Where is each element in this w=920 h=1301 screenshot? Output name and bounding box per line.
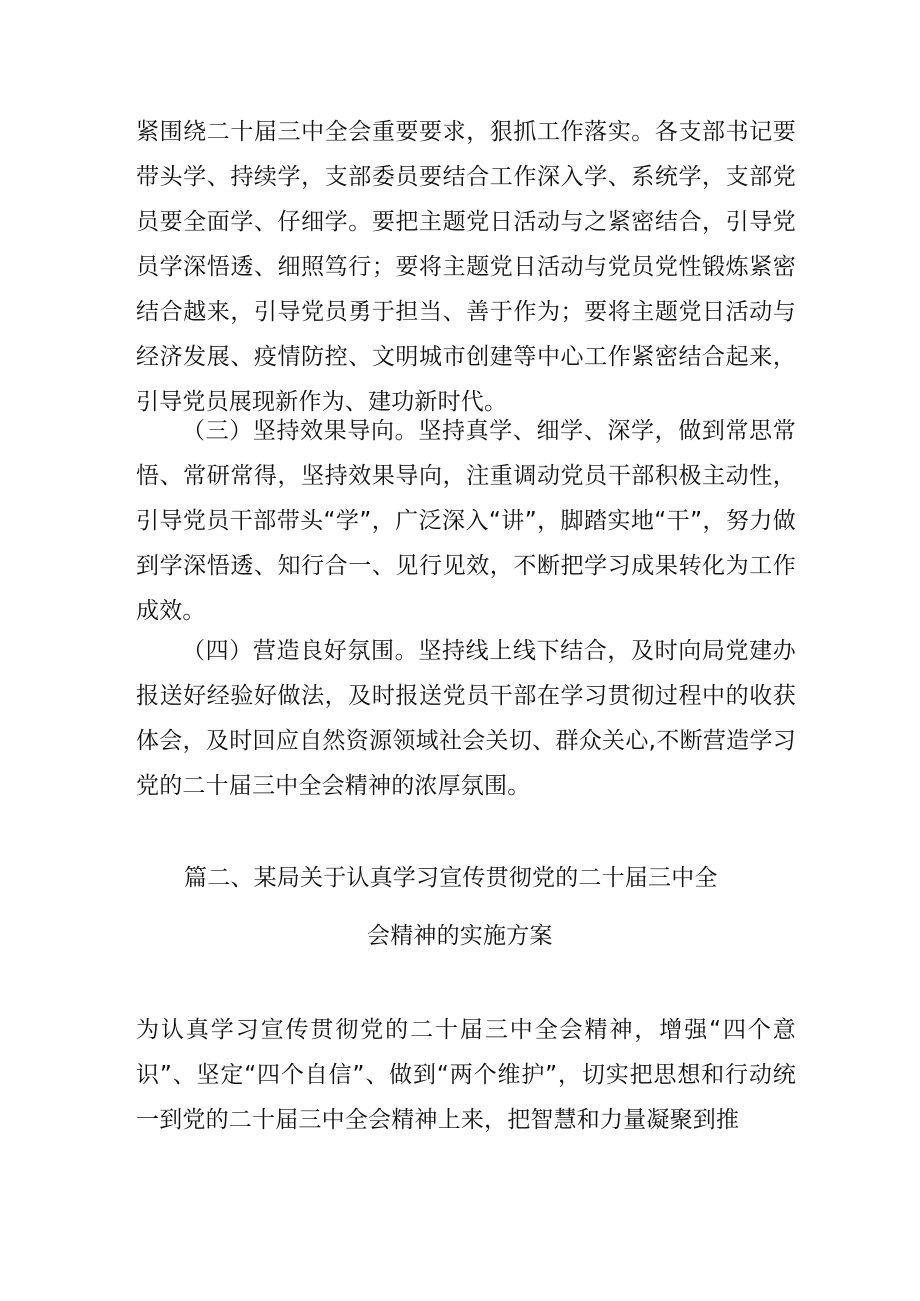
body-paragraph: （四）营造良好氛围。坚持线上线下结合，及时向局党建办报送好经验好做法，及时报送党员干部在学习贯彻过程中的收获体会，及时回应自然资源领域社会关切、群众关心,不断营造学习党的二十届三中全会精神的浓厚氛围。	[136, 638, 796, 799]
body-paragraph: 紧围绕二十届三中全会重要要求，狠抓工作落实。各支部书记要带头学、持续学，支部委员要结合工作深入学、系统学，支部党员要全面学、仔细学。要把主题党日活动与之紧密结合，引导党员学深悟透、细照笃行；要将主题党日活动与党员党性锻炼紧密结合越来，引导党员勇于担当、善于作为；要将主题党日活动与经济发展、疫情防控、文明城市创建等中心工作紧密结合起来，引导党员展现新作为、建功新时代。	[136, 119, 796, 415]
body-paragraph: （三）坚持效果导向。坚持真学、细学、深学，做到常思常悟、常研常得，坚持效果导向，注重调动党员干部积极主动性，引导党员干部带头“学”，广泛深入“讲”，脚踏实地“干”，努力做到学深悟透、知行合一、见行见效，不断把学习成果转化为工作成效。	[136, 418, 796, 624]
section-title-continued: 会精神的实施方案	[367, 923, 553, 949]
intro-paragraph: 为认真学习宣传贯彻党的二十届三中全会精神，增强“四个意识”、坚定“四个自信”、做到“两个维护”，切实把思想和行动统一到党的二十届三中全会精神上来，把智慧和力量凝聚到推	[136, 1017, 796, 1133]
section-title: 篇二、某局关于认真学习宣传贯彻党的二十届三中全	[184, 865, 718, 891]
